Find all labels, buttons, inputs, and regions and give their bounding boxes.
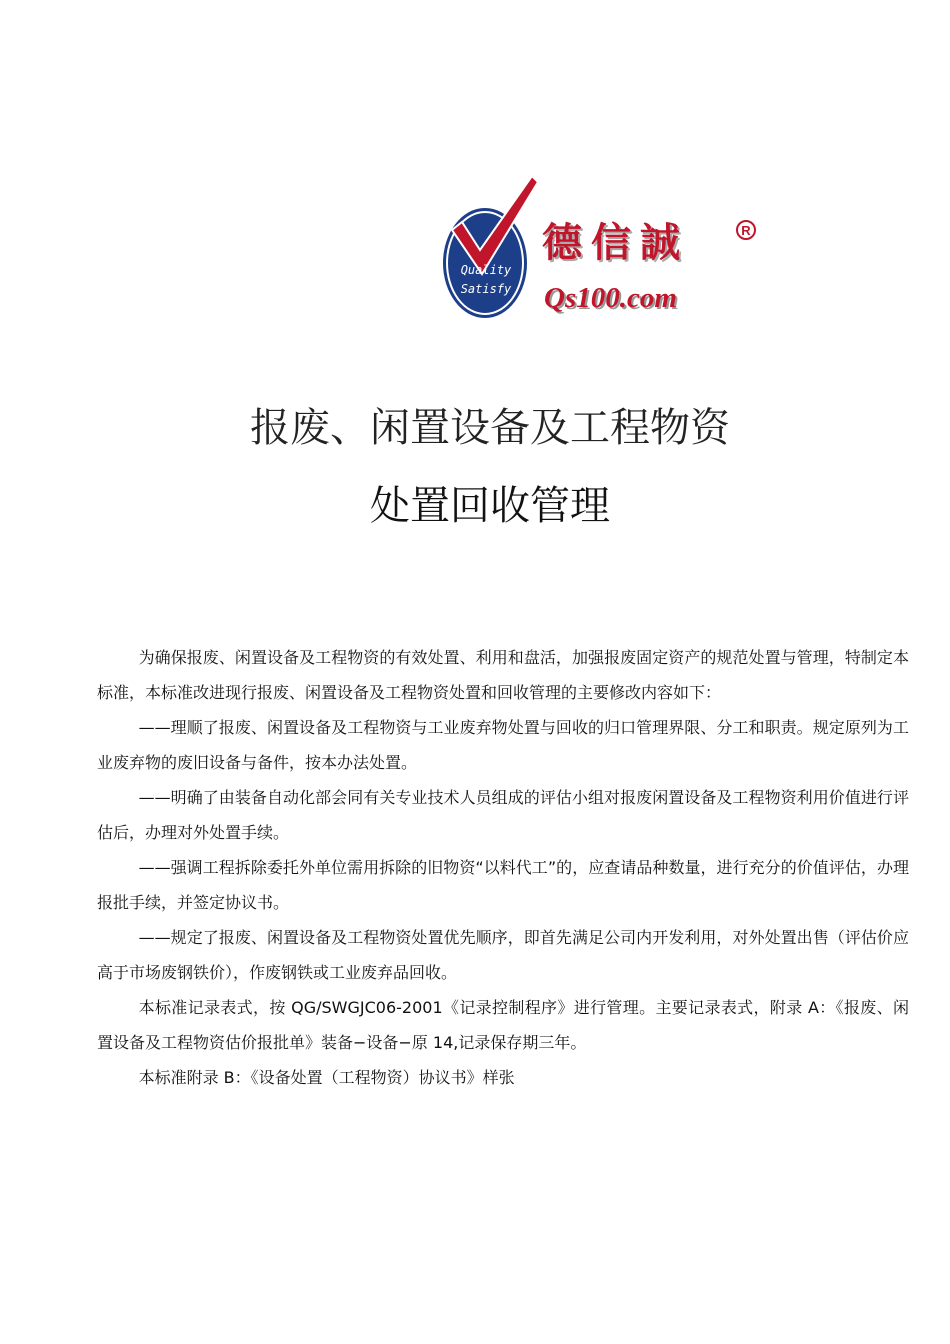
records-paragraph: 本标准记录表式，按 QG/SWGJC06-2001《记录控制程序》进行管理。主要记录表式，附录 A：《报废、闲置设备及工程物资估价报批单》装备−设备−原 14,记录保存期三年。 [97,998,909,1052]
brand-website: Qs100.com [544,282,677,314]
registered-mark-icon: R [736,220,756,240]
change-item-4: ——规定了报废、闲置设备及工程物资处置优先顺序，即首先满足公司内开发利用，对外处置出售（评估价应高于市场废钢铁价），作废钢铁或工业废弃品回收。 [97,928,909,982]
brand-name: 德信誠 [542,219,689,266]
appendix-b-paragraph: 本标准附录 B：《设备处置（工程物资）协议书》样张 [138,1068,515,1087]
document-title-line2: 处置回收管理 [370,483,610,529]
emblem-text-satisfy: Satisfy [460,282,512,296]
change-item-1: ——理顺了报废、闲置设备及工程物资与工业废弃物处置与回收的归口管理界限、分工和职责。规定原列为工业废弃物的废旧设备与备件，按本办法处置。 [97,718,909,772]
company-logo [440,172,760,322]
intro-paragraph: 为确保报废、闲置设备及工程物资的有效处置、利用和盘活，加强报废固定资产的规范处置与管理，特制定本标准，本标准改进现行报废、闲置设备及工程物资处置和回收管理的主要修改内容如下： [97,648,909,702]
change-item-3: ——强调工程拆除委托外单位需用拆除的旧物资“以料代工”的，应查请品种数量，进行充分的价值评估，办理报批手续，并签定协议书。 [97,858,909,912]
document-body [97,640,909,1095]
quality-check-emblem-icon [440,172,550,322]
emblem-text-quality: Quality [460,263,512,277]
change-item-2: ——明确了由装备自动化部会同有关专业技术人员组成的评估小组对报废闲置设备及工程物资利用价值进行评估后，办理对外处置手续。 [97,788,909,842]
document-title-line1: 报废、闲置设备及工程物资 [250,405,730,451]
